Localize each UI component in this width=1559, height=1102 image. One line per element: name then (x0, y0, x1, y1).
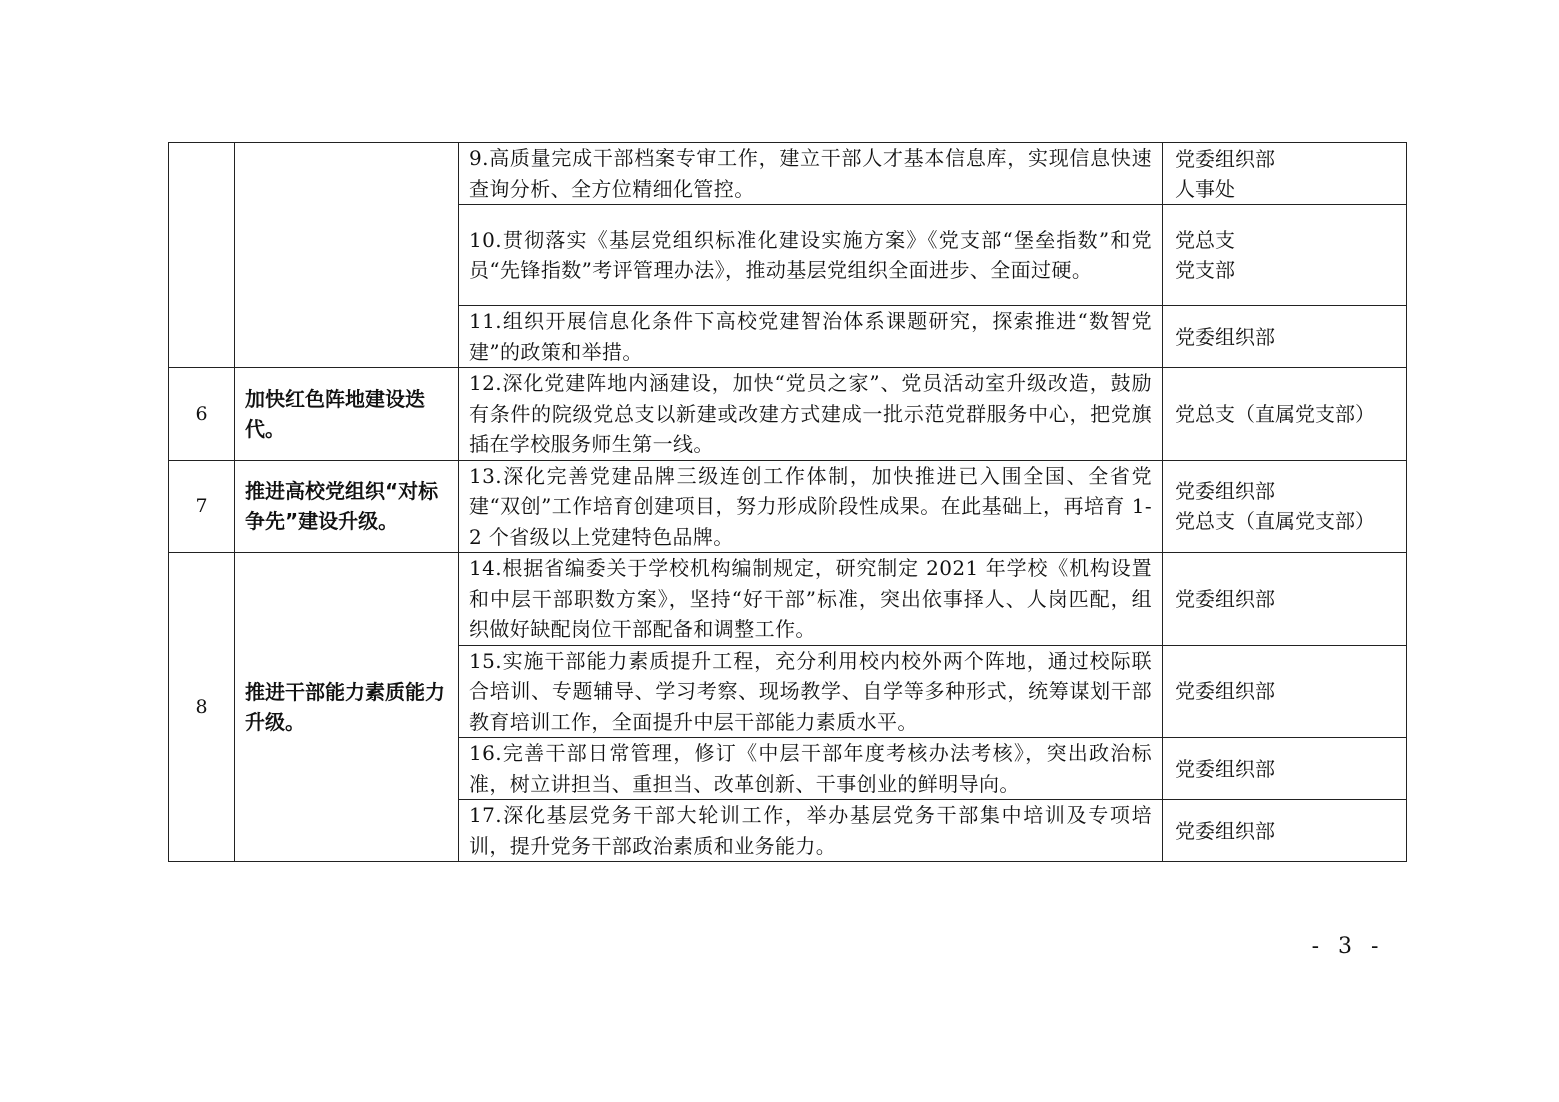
department-name: 党委组织部 (1175, 679, 1275, 704)
department-name: 党总支（直属党支部） (1175, 401, 1375, 426)
task-description: 12.深化党建阵地内涵建设，加快“党员之家”、党员活动室升级改造，鼓励有条件的院级党总支以新建或改建方式建成一批示范党群服务中心，把党旗插在学校服务师生第一线。 (459, 368, 1163, 461)
task-table (168, 142, 1407, 862)
page-number: - 3 - (1311, 934, 1385, 959)
department-name: 党总支 (1175, 228, 1235, 252)
task-category-cell (235, 143, 459, 368)
task-description: 16.完善干部日常管理，修订《中层干部年度考核办法考核》，突出政治标准，树立讲担当、重担当、改革创新、干事创业的鲜明导向。 (459, 738, 1163, 800)
task-description: 10.贯彻落实《基层党组织标准化建设实施方案》《党支部“堡垒指数”和党员“先锋指数”考评管理办法》，推动基层党组织全面进步、全面过硬。 (459, 205, 1163, 306)
task-category: 推进高校党组织“对标争先”建设升级。 (235, 460, 459, 553)
task-category: 加快红色阵地建设迭代。 (235, 368, 459, 461)
department-name: 党委组织部 (1175, 324, 1275, 349)
responsible-department (1163, 143, 1407, 205)
responsible-department (1163, 553, 1407, 646)
department-name: 党委组织部 (1175, 756, 1275, 781)
responsible-department (1163, 306, 1407, 368)
table-row (169, 460, 1407, 553)
responsible-department (1163, 205, 1407, 306)
row-number: 8 (169, 553, 235, 862)
task-description: 9.高质量完成干部档案专审工作，建立干部人才基本信息库，实现信息快速查询分析、全方位精细化管控。 (459, 143, 1163, 205)
row-number: 6 (169, 368, 235, 461)
department-name: 党总支（直属党支部） (1175, 509, 1375, 534)
responsible-department (1163, 460, 1407, 553)
task-description: 13.深化完善党建品牌三级连创工作体制，加快推进已入围全国、全省党建“双创”工作培育创建项目，努力形成阶段性成果。在此基础上，再培育 1-2 个省级以上党建特色品牌。 (459, 460, 1163, 553)
department-name: 党委组织部 (1175, 586, 1275, 611)
responsible-department (1163, 645, 1407, 738)
row-number-cell (169, 143, 235, 368)
department-name: 党支部 (1175, 258, 1235, 282)
responsible-department (1163, 738, 1407, 800)
department-name: 党委组织部 (1175, 479, 1275, 504)
row-number: 7 (169, 460, 235, 553)
task-category: 推进干部能力素质能力升级。 (235, 553, 459, 862)
task-description: 14.根据省编委关于学校机构编制规定，研究制定 2021 年学校《机构设置和中层干部职数方案》，坚持“好干部”标准，突出依事择人、人岗匹配，组织做好缺配岗位干部配备和调整工作。 (459, 553, 1163, 646)
responsible-department (1163, 368, 1407, 461)
department-name: 人事处 (1175, 176, 1235, 201)
task-description: 11.组织开展信息化条件下高校党建智治体系课题研究，探索推进“数智党建”的政策和举措。 (459, 306, 1163, 368)
department-name: 党委组织部 (1175, 146, 1275, 171)
table-row (169, 368, 1407, 461)
table-row (169, 553, 1407, 646)
task-description: 15.实施干部能力素质提升工程，充分利用校内校外两个阵地，通过校际联合培训、专题辅导、学习考察、现场教学、自学等多种形式，统筹谋划干部教育培训工作，全面提升中层干部能力素质水平。 (459, 645, 1163, 738)
responsible-department (1163, 800, 1407, 862)
table-row (169, 143, 1407, 205)
task-description: 17.深化基层党务干部大轮训工作，举办基层党务干部集中培训及专项培训，提升党务干部政治素质和业务能力。 (459, 800, 1163, 862)
department-name: 党委组织部 (1175, 818, 1275, 843)
